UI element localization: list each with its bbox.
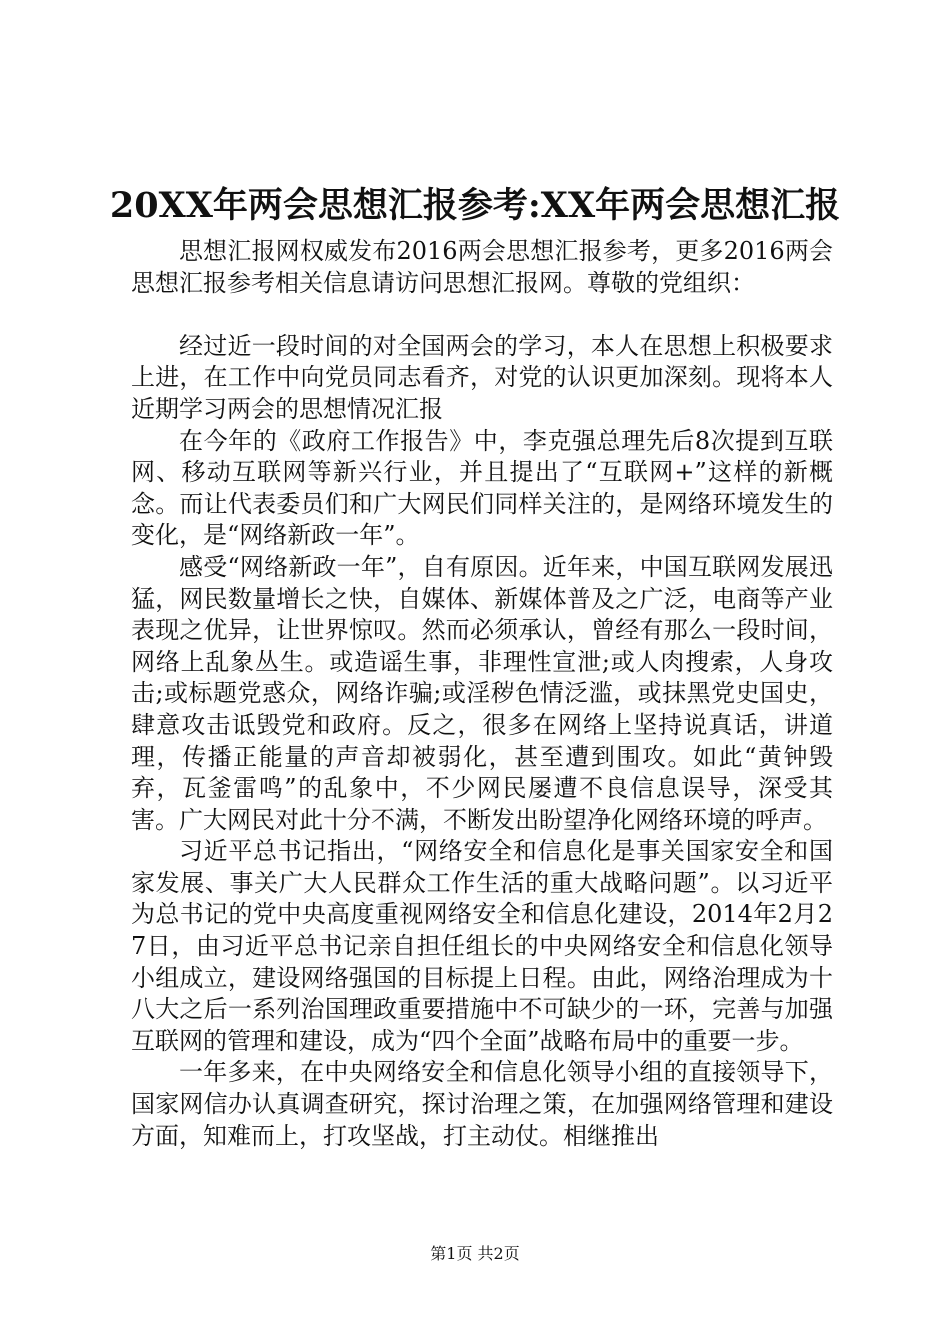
paragraph-intro: 思想汇报网权威发布2016两会思想汇报参考，更多2016两会思想汇报参考相关信息请访问思想汇报网。尊敬的党组织： <box>131 237 833 297</box>
paragraph-3: 感受“网络新政一年”，自有原因。近年来，中国互联网发展迅猛，网民数量增长之快，自媒体、新媒体普及之广泛，电商等产业表现之优异，让世界惊叹。然而必须承认，曾经有那么一段时间，网络上乱象丛生。或造谣生事，非理性宣泄;或人肉搜索，人身攻击;或标题党惑众，网络诈骗;或淫秽色情泛滥，或抹黑党史国史，肆意攻击诋毁党和政府。反之，很多在网络上坚持说真话，讲道理，传播正能量的声音却被弱化，甚至遭到围攻。如此“黄钟毁弃，瓦釜雷鸣”的乱象中，不少网民屡遭不良信息误导，深受其害。广大网民对此十分不满，不断发出盼望净化网络环境的呼声。 <box>131 552 833 834</box>
page-footer: 第1页 共2页 <box>430 1244 520 1263</box>
paragraph-4: 习近平总书记指出，“网络安全和信息化是事关国家安全和国家发展、事关广大人民群众工作生活的重大战略问题”。以习近平为总书记的党中央高度重视网络安全和信息化建设，2014年2月27日，由习近平总书记亲自担任组长的中央网络安全和信息化领导小组成立，建设网络强国的目标提上日程。由此，网络治理成为十八大之后一系列治国理政重要措施中不可缺少的一环，完善与加强互联网的管理和建设，成为“四个全面”战略布局中的重要一步。 <box>131 837 833 1055</box>
paragraph-1: 经过近一段时间的对全国两会的学习，本人在思想上积极要求上进，在工作中向党员同志看齐，对党的认识更加深刻。现将本人近期学习两会的思想情况汇报 <box>131 331 833 423</box>
document-body <box>131 236 833 1152</box>
paragraph-2: 在今年的《政府工作报告》中，李克强总理先后8次提到互联网、移动互联网等新兴行业，并且提出了“互联网+”这样的新概念。而让代表委员们和广大网民们同样关注的，是网络环境发生的变化，是“网络新政一年”。 <box>131 426 833 550</box>
document-title: 20XX年两会思想汇报参考:XX年两会思想汇报 <box>109 185 841 226</box>
paragraph-5: 一年多来，在中央网络安全和信息化领导小组的直接领导下，国家网信办认真调查研究，探讨治理之策，在加强网络管理和建设方面，知难而上，打攻坚战，打主动仗。相继推出 <box>131 1058 833 1150</box>
